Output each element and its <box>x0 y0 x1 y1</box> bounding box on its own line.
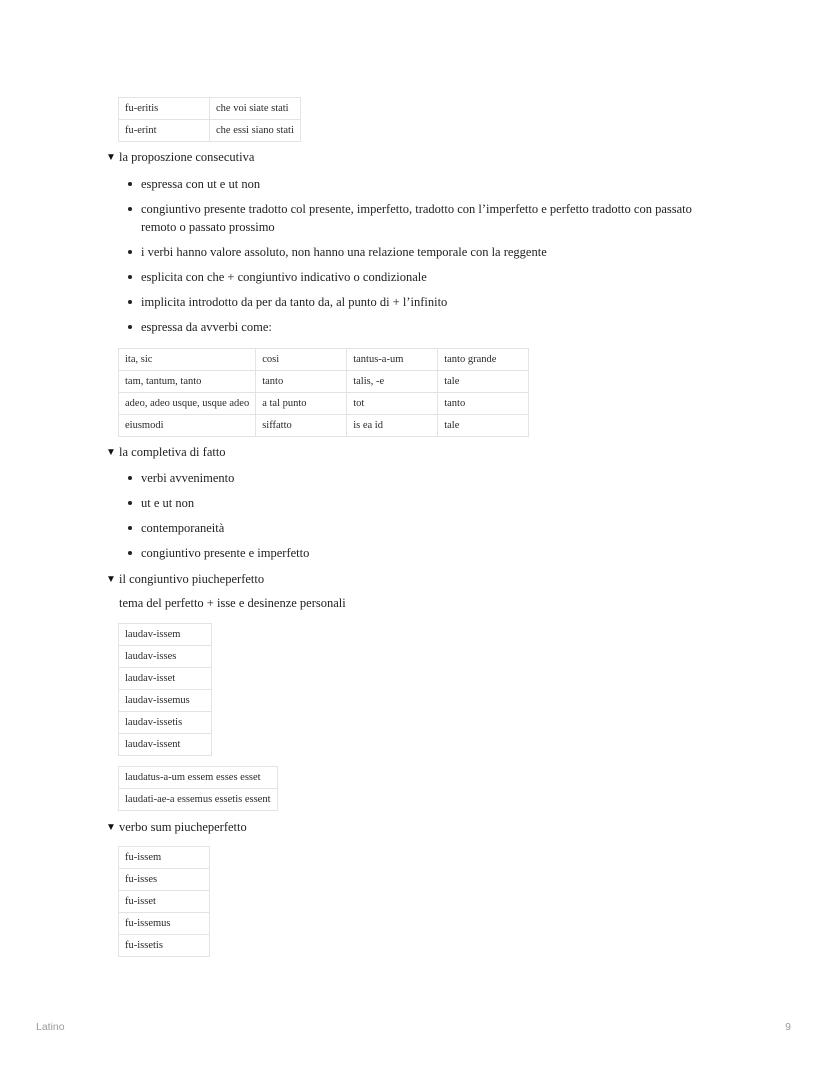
bullet-icon <box>128 551 132 555</box>
list-item <box>128 268 728 286</box>
toggle-arrow-icon[interactable]: ▼ <box>106 574 116 585</box>
bullet-icon <box>128 182 132 186</box>
list-item-text: esplicita con che + congiuntivo indicativo o condizionale <box>141 270 427 284</box>
table-cell: talis, -e <box>347 371 438 393</box>
table-row <box>119 935 210 957</box>
table-cell: tanto <box>438 393 529 415</box>
list-item-text: congiuntivo presente e imperfetto <box>141 546 310 560</box>
table-cell: tale <box>438 371 529 393</box>
table-cell: che essi siano stati <box>210 120 301 142</box>
toggle-title: il congiuntivo piucheperfetto <box>119 572 265 586</box>
table-piucheperfetto-passivo <box>118 766 278 811</box>
table-row <box>119 767 278 789</box>
table-cell: ita, sic <box>119 349 256 371</box>
bullet-icon <box>128 476 132 480</box>
bullet-icon <box>128 526 132 530</box>
table-cell: is ea id <box>347 415 438 437</box>
table-cell: adeo, adeo usque, usque adeo <box>119 393 256 415</box>
list-item <box>128 243 728 261</box>
table-cell: fu-isset <box>119 891 210 913</box>
table-row <box>119 690 212 712</box>
toggle-completiva[interactable] <box>106 445 226 460</box>
footer-page-number: 9 <box>785 1021 791 1033</box>
list-item-text: contemporaneità <box>141 521 225 535</box>
toggle-piucheperfetto[interactable] <box>106 572 264 587</box>
table-cell: laudav-issem <box>119 624 212 646</box>
list-item <box>128 175 728 193</box>
toggle-arrow-icon[interactable]: ▼ <box>106 152 116 163</box>
table-cell: laudav-isses <box>119 646 212 668</box>
table-row <box>119 668 212 690</box>
paragraph-piucheperfetto: tema del perfetto + isse e desinenze personali <box>119 596 346 610</box>
table-row <box>119 789 278 811</box>
list-item-text: congiuntivo presente tradotto col presente, imperfetto, tradotto con l’imperfetto e perfetto tradotto con passato remoto o passato prossimo <box>141 202 692 234</box>
list-item-text: implicita introdotto da per da tanto da, al punto di + l’infinito <box>141 295 448 309</box>
table-cell: tanto grande <box>438 349 529 371</box>
list-item <box>128 519 728 537</box>
table-row <box>119 734 212 756</box>
table-row <box>119 891 210 913</box>
list-item-text: verbi avvenimento <box>141 471 235 485</box>
bullet-list-consecutiva <box>128 175 728 343</box>
list-item <box>128 293 728 311</box>
table-cell: laudav-issent <box>119 734 212 756</box>
table-cell: così <box>256 349 347 371</box>
list-item-text: i verbi hanno valore assoluto, non hanno una relazione temporale con la reggente <box>141 245 547 259</box>
list-item-text: espressa con ut e ut non <box>141 177 261 191</box>
table-cell: a tal punto <box>256 393 347 415</box>
bullet-icon <box>128 300 132 304</box>
bullet-icon <box>128 207 132 211</box>
toggle-arrow-icon[interactable]: ▼ <box>106 822 116 833</box>
table-cell: fu-isses <box>119 869 210 891</box>
table-row <box>119 415 529 437</box>
list-item <box>128 494 728 512</box>
table-cell: fu-issem <box>119 847 210 869</box>
toggle-title: verbo sum piucheperfetto <box>119 820 247 834</box>
bullet-icon <box>128 501 132 505</box>
list-item <box>128 544 728 562</box>
table-row <box>119 371 529 393</box>
table-row <box>119 712 212 734</box>
table-row <box>119 847 210 869</box>
table-row <box>119 869 210 891</box>
table-cell: tantus-a-um <box>347 349 438 371</box>
list-item <box>128 200 728 236</box>
table-cell: fu-issetis <box>119 935 210 957</box>
table-cell: tot <box>347 393 438 415</box>
table-cell: eiusmodi <box>119 415 256 437</box>
list-item-text: espressa da avverbi come: <box>141 320 272 334</box>
table-row <box>119 120 301 142</box>
table-cell: fu-eritis <box>119 98 210 120</box>
table-sum-piucheperfetto <box>118 846 210 957</box>
table-cell: laudav-issetis <box>119 712 212 734</box>
table-row <box>119 349 529 371</box>
table-row <box>119 646 212 668</box>
bullet-icon <box>128 325 132 329</box>
footer-document-title: Latino <box>36 1021 65 1033</box>
toggle-title: la completiva di fatto <box>119 445 226 459</box>
bullet-icon <box>128 250 132 254</box>
table-cell: che voi siate stati <box>210 98 301 120</box>
table-cell: siffatto <box>256 415 347 437</box>
table-cell: laudav-isset <box>119 668 212 690</box>
toggle-arrow-icon[interactable]: ▼ <box>106 447 116 458</box>
table-cell: tam, tantum, tanto <box>119 371 256 393</box>
table-cell: laudav-issemus <box>119 690 212 712</box>
list-item-text: ut e ut non <box>141 496 195 510</box>
list-item <box>128 318 728 336</box>
table-row <box>119 624 212 646</box>
toggle-title: la proposzione consecutiva <box>119 150 255 164</box>
table-cell: fu-erint <box>119 120 210 142</box>
table-cell: tanto <box>256 371 347 393</box>
table-cell: tale <box>438 415 529 437</box>
toggle-sum-piucheperfetto[interactable] <box>106 820 247 835</box>
table-avverbi-consecutiva <box>118 348 529 437</box>
list-item <box>128 469 728 487</box>
table-row <box>119 98 301 120</box>
table-cell: fu-issemus <box>119 913 210 935</box>
table-cell: laudatus-a-um essem esses esset <box>119 767 278 789</box>
table-cell: laudati-ae-a essemus essetis essent <box>119 789 278 811</box>
table-row <box>119 393 529 415</box>
table-sum-perfetto-congiuntivo <box>118 97 301 142</box>
bullet-list-completiva <box>128 469 728 569</box>
bullet-icon <box>128 275 132 279</box>
table-piucheperfetto-attivo <box>118 623 212 756</box>
toggle-consecutiva[interactable] <box>106 150 254 165</box>
table-row <box>119 913 210 935</box>
